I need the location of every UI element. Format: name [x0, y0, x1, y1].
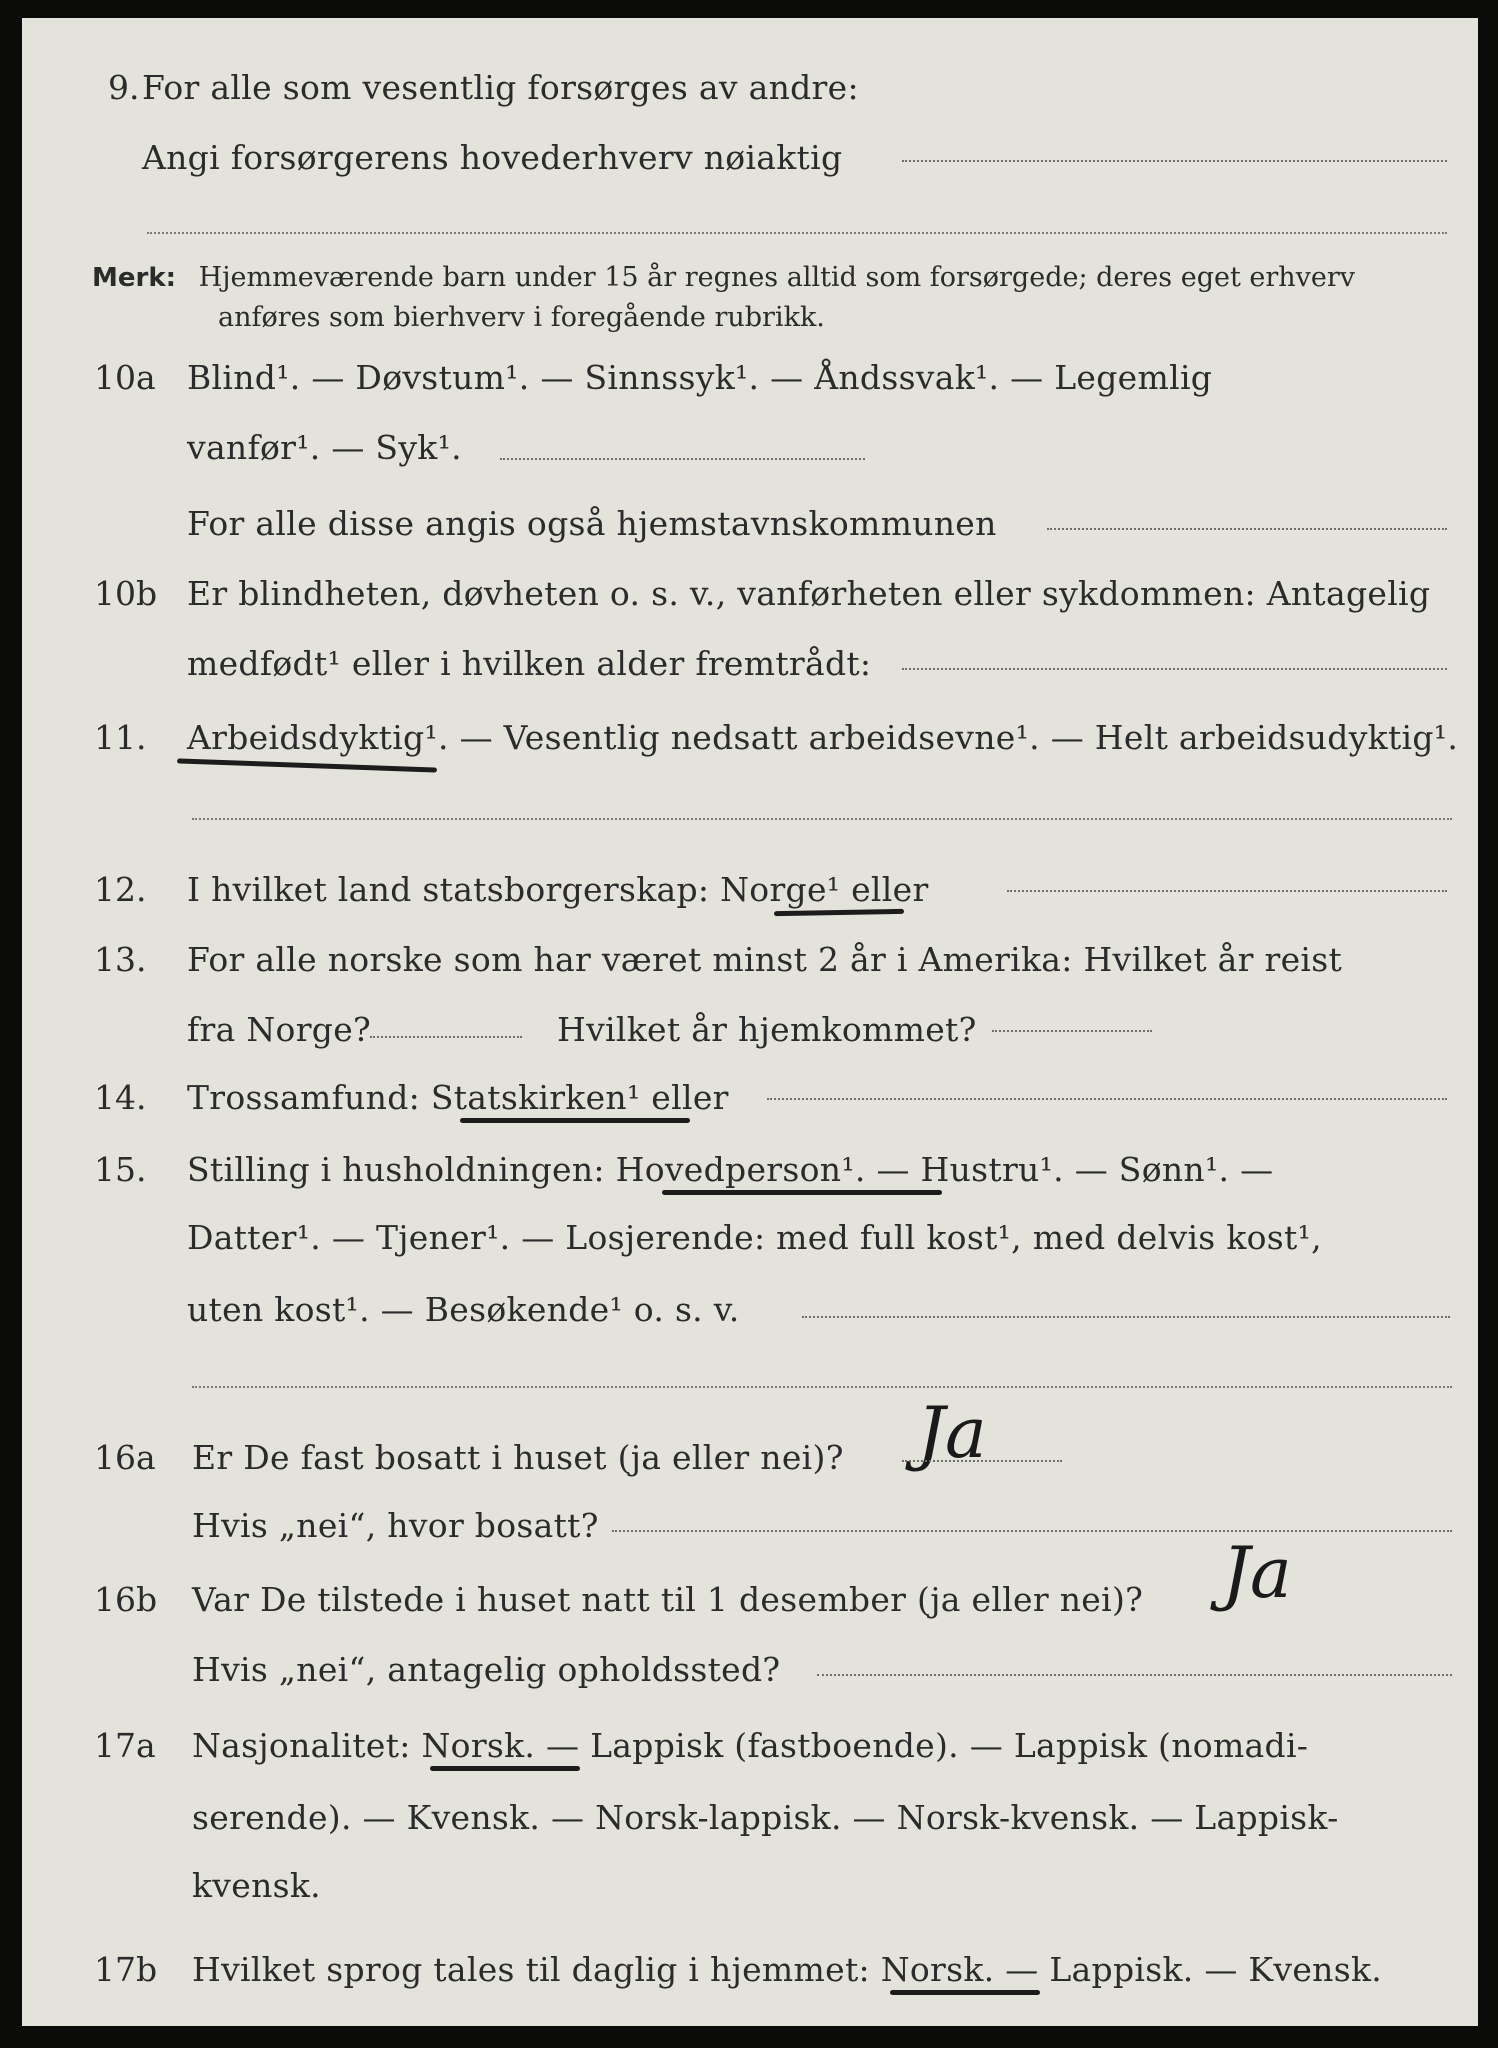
q17b-text-line1: Hvilket sprog tales til daglig i hjemmet: Norsk. — Lappisk. — Kvensk. — [192, 1950, 1383, 1989]
q10b-text-line2: medfødt¹ eller i hvilken alder fremtrådt: — [187, 644, 872, 683]
q14-number: 14. — [94, 1078, 147, 1117]
q10a-field2[interactable] — [1047, 528, 1447, 530]
q13-text-line2a: fra Norge? — [187, 1010, 372, 1049]
q9-text-line2: Angi forsørgerens hovederhverv nøiaktig — [142, 138, 843, 177]
q16b-text-line2: Hvis „nei“, antagelig opholdssted? — [192, 1650, 781, 1689]
q14-handwritten-underline — [460, 1118, 690, 1123]
q13-field-year-left[interactable] — [370, 1036, 522, 1038]
q14-text-line1: Trossamfund: Statskirken¹ eller — [187, 1078, 729, 1117]
merk-line1 — [92, 260, 1355, 296]
q17a-text-line2: serende). — Kvensk. — Norsk-lappisk. — Norsk-kvensk. — Lappisk- — [192, 1798, 1339, 1837]
q11-number: 11. — [94, 718, 147, 757]
q16a-field-where[interactable] — [612, 1530, 1452, 1532]
census-form-page — [22, 18, 1478, 2026]
q15-text-line3: uten kost¹. — Besøkende¹ o. s. v. — [187, 1290, 740, 1329]
q16a-handwritten-answer: Ja — [917, 1392, 987, 1474]
merk-text2: anføres som bierhverv i foregående rubrikk. — [218, 302, 825, 333]
merk-label: Merk: — [92, 263, 177, 293]
q10b-number: 10b — [94, 574, 158, 613]
q14-field[interactable] — [767, 1098, 1447, 1100]
q12-handwritten-underline — [774, 909, 904, 916]
q11-handwritten-underline — [177, 758, 437, 772]
q10a-text-line3: For alle disse angis også hjemstavnskommunen — [187, 504, 997, 543]
q12-field[interactable] — [1007, 890, 1447, 892]
q16a-number: 16a — [94, 1438, 156, 1477]
q17a-text-line3: kvensk. — [192, 1866, 321, 1905]
q15-text-line2: Datter¹. — Tjener¹. — Losjerende: med full kost¹, med delvis kost¹, — [187, 1218, 1322, 1257]
q17b-handwritten-underline — [890, 1990, 1040, 1995]
q13-number: 13. — [94, 940, 147, 979]
q11-answer-field[interactable] — [192, 818, 1452, 820]
q15-number: 15. — [94, 1150, 147, 1189]
q10a-text-line2: vanfør¹. — Syk¹. — [187, 428, 462, 467]
q10b-text-line1: Er blindheten, døvheten o. s. v., vanførheten eller sykdommen: Antagelig — [187, 574, 1431, 613]
q13-field-year-returned[interactable] — [992, 1030, 1152, 1032]
q11-text-line1: Arbeidsdyktig¹. — Vesentlig nedsatt arbeidsevne¹. — Helt arbeidsudyktig¹. — [187, 718, 1459, 757]
q17b-number: 17b — [94, 1950, 158, 1989]
q10a-number: 10a — [94, 358, 156, 397]
q15-field-extra[interactable] — [192, 1386, 1452, 1388]
q16a-text-line2: Hvis „nei“, hvor bosatt? — [192, 1506, 599, 1545]
q10b-field[interactable] — [902, 668, 1447, 670]
q9-text-line1: For alle som vesentlig forsørges av andre: — [142, 68, 859, 107]
q16a-text-line1: Er De fast bosatt i huset (ja eller nei)? — [192, 1438, 844, 1477]
q16b-field-where[interactable] — [817, 1674, 1452, 1676]
q16b-number: 16b — [94, 1580, 158, 1619]
q16b-handwritten-answer: Ja — [1222, 1532, 1292, 1614]
q16b-text-line1: Var De tilstede i huset natt til 1 desember (ja eller nei)? — [192, 1580, 1144, 1619]
q15-field[interactable] — [802, 1316, 1450, 1318]
q12-text-line1: I hvilket land statsborgerskap: Norge¹ eller — [187, 870, 929, 909]
q17a-handwritten-underline — [430, 1766, 580, 1771]
q13-text-line2b: Hvilket år hjemkommet? — [557, 1010, 977, 1049]
q10a-field1[interactable] — [500, 458, 865, 460]
q10a-text-line1: Blind¹. — Døvstum¹. — Sinnssyk¹. — Åndssvak¹. — Legemlig — [187, 358, 1213, 397]
q9-answer-field[interactable] — [902, 160, 1447, 162]
q9-number: 9. — [108, 68, 140, 107]
q16a-field[interactable] — [902, 1460, 1062, 1462]
q13-text-line1: For alle norske som har været minst 2 år i Amerika: Hvilket år reist — [187, 940, 1343, 979]
q15-handwritten-underline — [662, 1190, 942, 1195]
q17a-number: 17a — [94, 1726, 156, 1765]
q15-text-line1: Stilling i husholdningen: Hovedperson¹. — Hustru¹. — Sønn¹. — — [187, 1150, 1274, 1189]
q9-answer-field-extra[interactable] — [147, 232, 1447, 234]
q17a-text-line1: Nasjonalitet: Norsk. — Lappisk (fastboende). — Lappisk (nomadi- — [192, 1726, 1309, 1765]
merk-text1: Hjemmeværende barn under 15 år regnes alltid som forsørgede; deres eget erhverv — [198, 262, 1356, 293]
q12-number: 12. — [94, 870, 147, 909]
